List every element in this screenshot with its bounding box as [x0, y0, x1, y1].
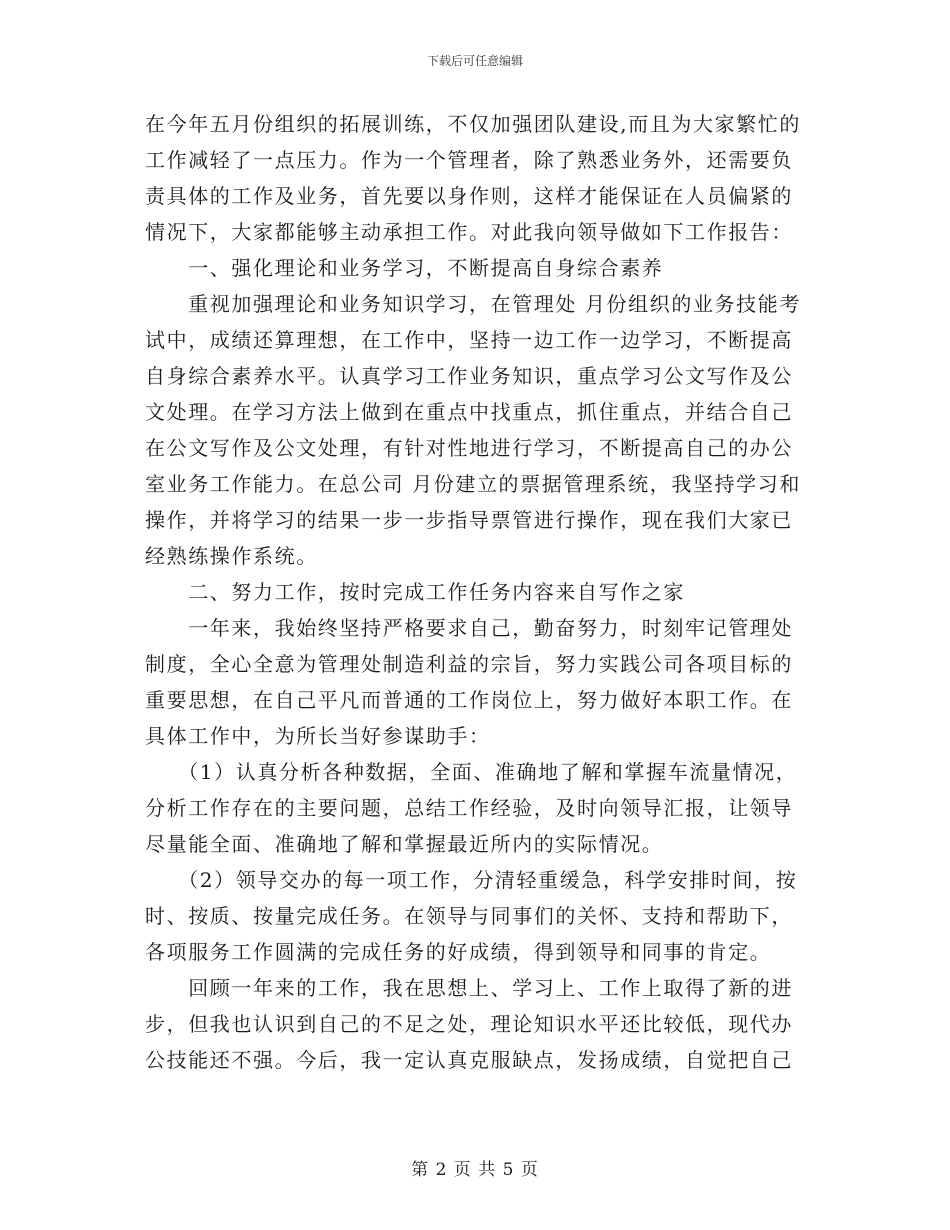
text-line: 情况下，大家都能够主动承担工作。对此我向领导做如下工作报告： — [145, 220, 793, 244]
text-line: 回顾一年来的工作，我在思想上、学习上、工作上取得了新的进 — [145, 976, 793, 1000]
list-item: （2）领导交办的每一项工作，分清轻重缓急，科学安排时间，按 — [145, 868, 798, 892]
list-item: （1）认真分析各种数据，全面、准确地了解和掌握车流量情况， — [145, 760, 798, 784]
text-line: 各项服务工作圆满的完成任务的好成绩，得到领导和同事的肯定。 — [145, 940, 772, 964]
text-line: 公技能还不强。今后，我一定认真克服缺点，发扬成绩，自觉把自己 — [145, 1048, 793, 1072]
text-line: 责具体的工作及业务，首先要以身作则，这样才能保证在人员偏紧的 — [145, 184, 793, 208]
text-line: 经熟练操作系统。 — [145, 544, 318, 568]
text-line: 分析工作存在的主要问题，总结工作经验，及时向领导汇报，让领导 — [145, 796, 793, 820]
document-body — [145, 106, 810, 1078]
text-line: 室业务工作能力。在总公司 月份建立的票据管理系统，我坚持学习和 — [145, 472, 801, 496]
text-line: 自身综合素养水平。认真学习工作业务知识，重点学习公文写作及公 — [145, 364, 793, 388]
text-line: 重要思想，在自己平凡而普通的工作岗位上，努力做好本职工作。在 — [145, 688, 793, 712]
text-line: 工作减轻了一点压力。作为一个管理者，除了熟悉业务外，还需要负 — [145, 148, 793, 172]
text-line: 时、按质、按量完成任务。在领导与同事们的关怀、支持和帮助下， — [145, 904, 793, 928]
text-line: 制度，全心全意为管理处制造利益的宗旨，努力实践公司各项目标的 — [145, 652, 793, 676]
section-heading: 一、强化理论和业务学习，不断提高自身综合素养 — [145, 256, 664, 280]
text-line: 尽量能全面、准确地了解和掌握最近所内的实际情况。 — [145, 832, 664, 856]
text-line: 在今年五月份组织的拓展训练，不仅加强团队建设,而且为大家繁忙的 — [145, 112, 801, 136]
page-header: 下载后可任意编辑 — [426, 54, 523, 68]
text-line: 具体工作中，为所长当好参谋助手： — [145, 724, 491, 748]
section-heading: 二、努力工作，按时完成工作任务内容来自写作之家 — [145, 580, 685, 604]
text-line: 重视加强理论和业务知识学习，在管理处 月份组织的业务技能考 — [145, 292, 801, 316]
text-line: 在公文写作及公文处理，有针对性地进行学习，不断提高自己的办公 — [145, 436, 793, 460]
text-line: 试中，成绩还算理想，在工作中，坚持一边工作一边学习，不断提高 — [145, 328, 793, 352]
text-line: 操作，并将学习的结果一步一步指导票管进行操作，现在我们大家已 — [145, 508, 793, 532]
page-number: 第 2 页 共 5 页 — [411, 1160, 539, 1180]
text-line: 文处理。在学习方法上做到在重点中找重点，抓住重点，并结合自己 — [145, 400, 793, 424]
text-line: 步，但我也认识到自己的不足之处，理论知识水平还比较低，现代办 — [145, 1012, 793, 1036]
text-line: 一年来，我始终坚持严格要求自己，勤奋努力，时刻牢记管理处 — [145, 616, 793, 640]
